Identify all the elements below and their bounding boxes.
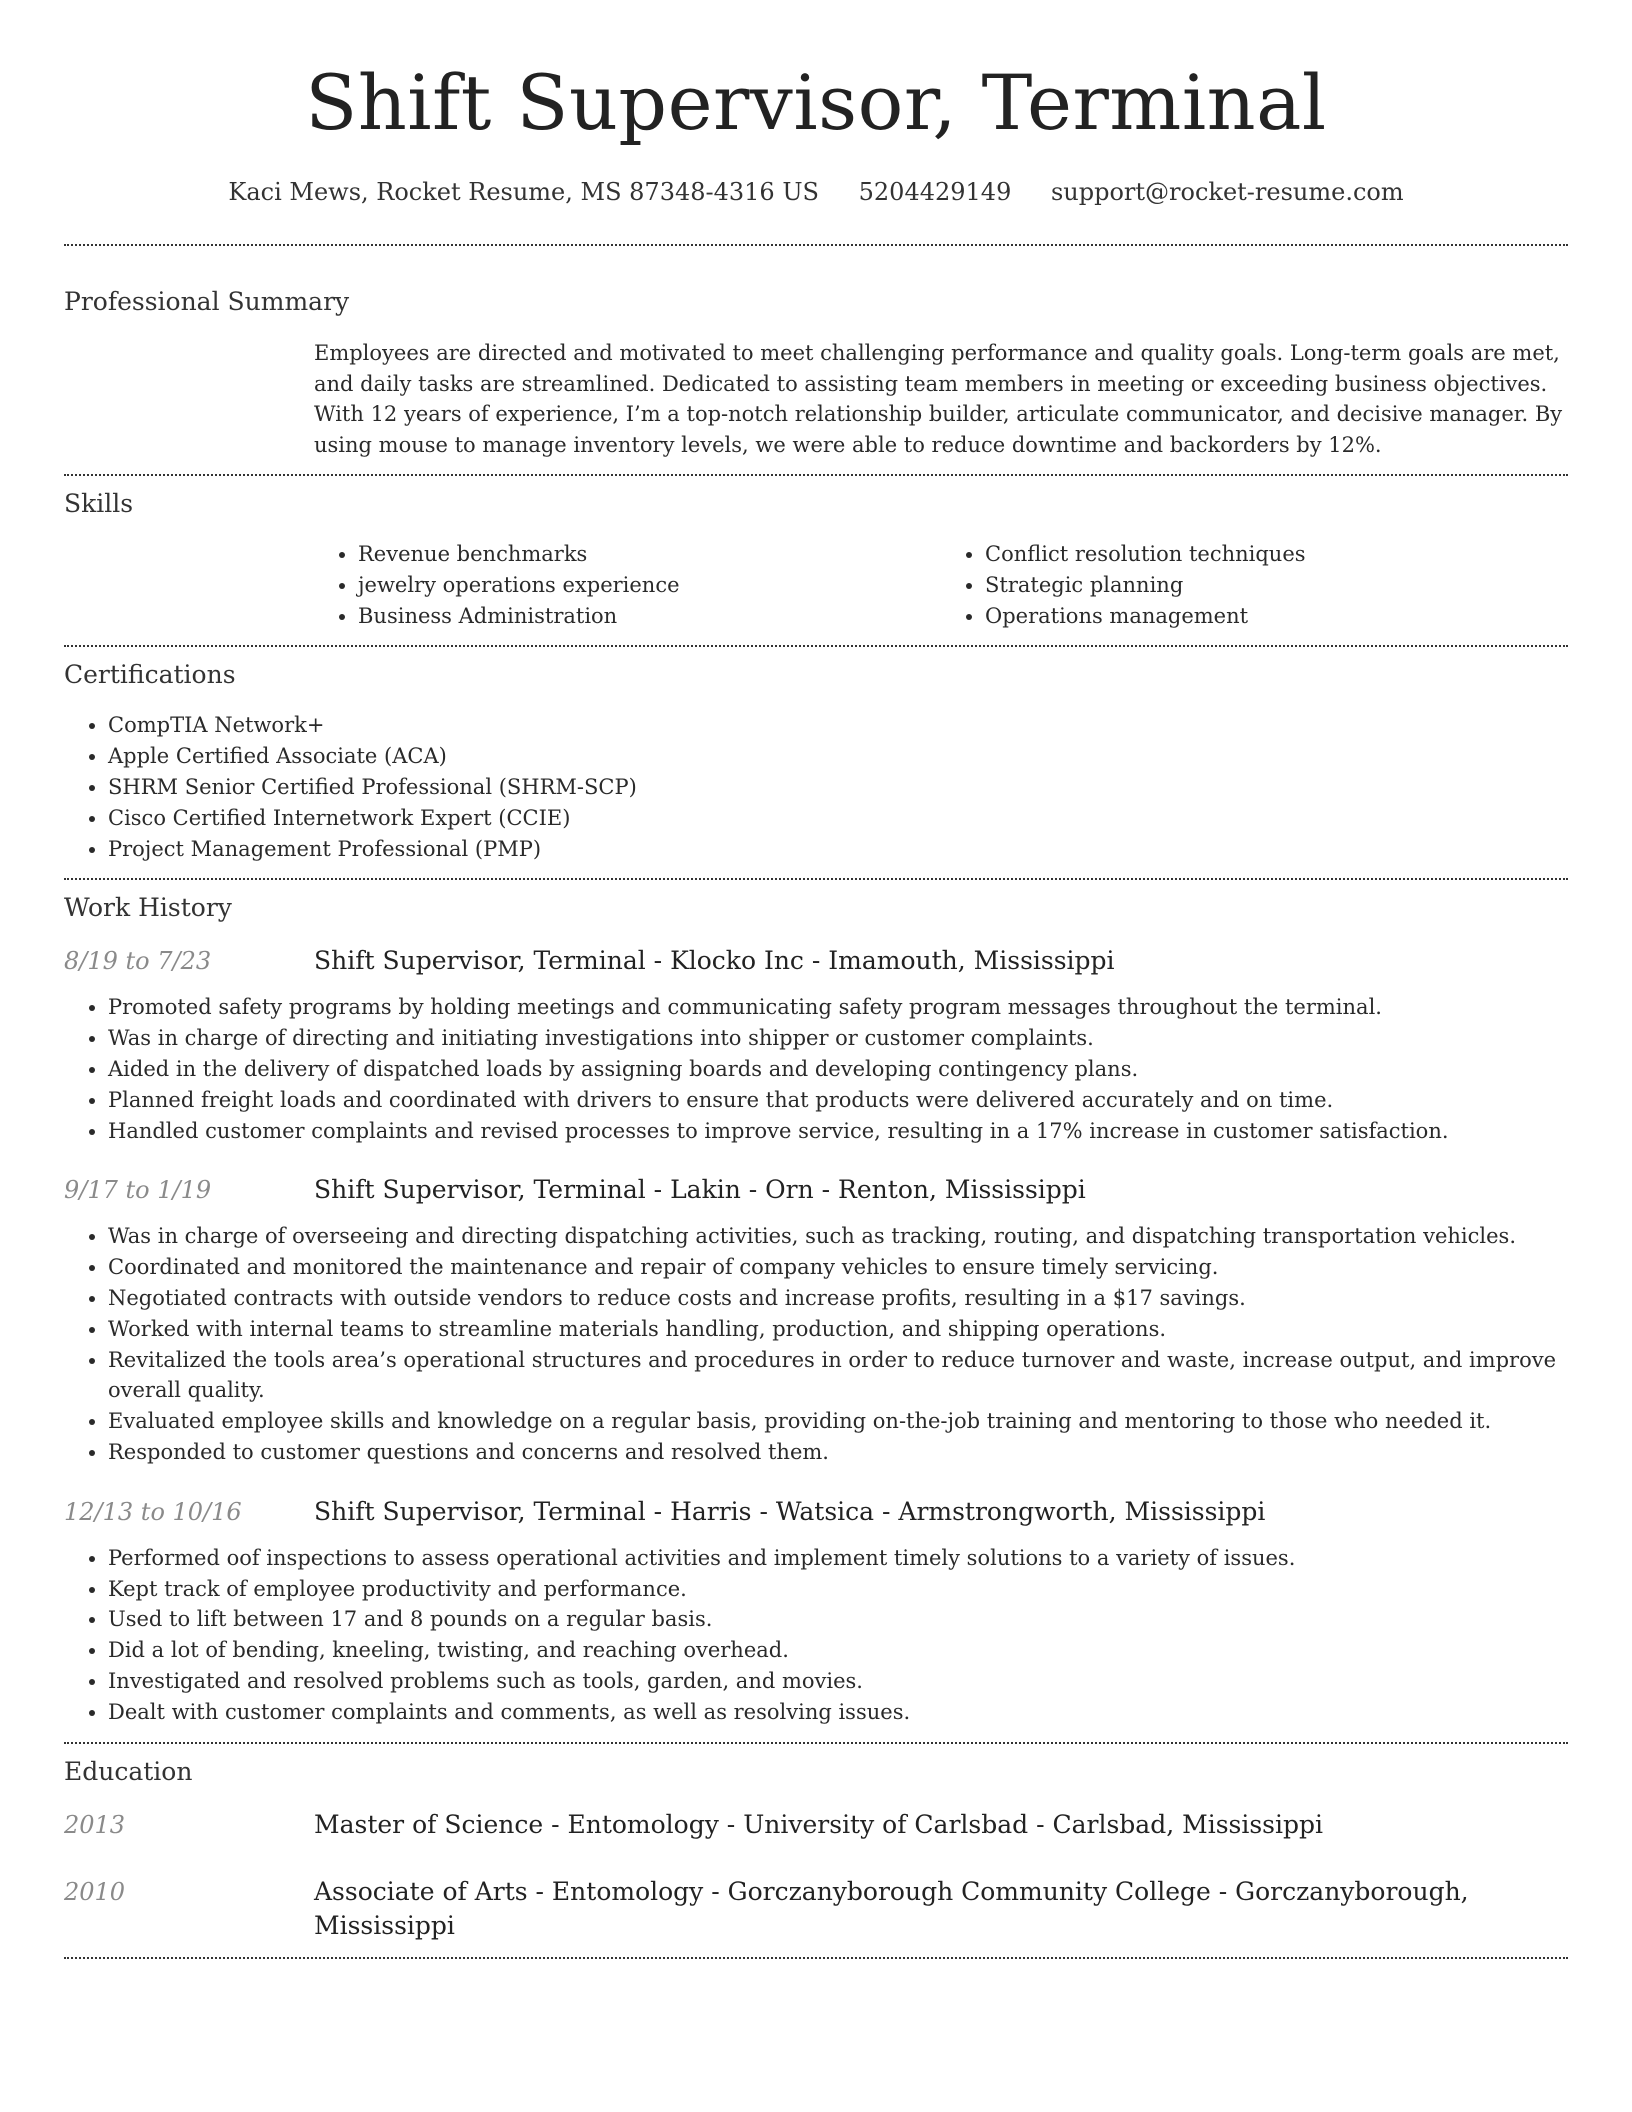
- education-year: 2010: [64, 1877, 126, 1906]
- list-item: • Did a lot of bending, kneeling, twisting, and reaching overhead.: [108, 1635, 1568, 1666]
- section-divider: [64, 1957, 1568, 1959]
- list-item: • Revenue benchmarks: [358, 539, 941, 570]
- list-item: • Aided in the delivery of dispatched loads by assigning boards and developing contingency plans.: [108, 1054, 1568, 1085]
- summary-text: Employees are directed and motivated to meet challenging performance and quality goals. Long-term goals are met, and daily tasks are streamlined. Dedicated to assisting team members in meeting or exceeding business objectives. With 12 years of experience, I’m a top-notch relationship builder, articulate communicator, and decisive manager. By using mouse to manage inventory levels, we were able to reduce downtime and backorders by 12%.: [314, 341, 1563, 457]
- education-year: 2013: [64, 1810, 126, 1839]
- skills-list-left: [314, 539, 941, 631]
- list-item: • Kept track of employee productivity and performance.: [108, 1574, 1568, 1605]
- list-item: • SHRM Senior Certified Professional (SHRM-SCP): [108, 772, 1568, 803]
- work-history-heading: Work History: [64, 893, 232, 923]
- list-item: • Promoted safety programs by holding meetings and communicating safety program messages throughout the terminal.: [108, 992, 1568, 1023]
- job-title: Shift Supervisor, Terminal - Lakin - Orn - Renton, Mississippi: [314, 1175, 1086, 1205]
- contact-address: Kaci Mews, Rocket Resume, MS 87348-4316 US: [228, 178, 819, 206]
- job-entry: [64, 944, 1568, 1146]
- list-item: • Strategic planning: [985, 570, 1568, 601]
- certifications-heading: Certifications: [64, 660, 236, 690]
- list-item: • Worked with internal teams to streamline materials handling, production, and shipping operations.: [108, 1314, 1568, 1345]
- education-degree: Associate of Arts - Entomology - Gorczanyborough Community College - Gorczanyborough, Mississippi: [314, 1876, 1469, 1940]
- education-degree: Master of Science - Entomology - University of Carlsbad - Carlsbad, Mississippi: [314, 1809, 1324, 1839]
- job-title: Shift Supervisor, Terminal - Harris - Watsica - Armstrongworth, Mississippi: [314, 1496, 1266, 1526]
- list-item: • Apple Certified Associate (ACA): [108, 741, 1568, 772]
- contact-line: [64, 176, 1568, 208]
- list-item: • Cisco Certified Internetwork Expert (CCIE): [108, 803, 1568, 834]
- education-entry: [64, 1808, 1568, 1842]
- list-item: • Project Management Professional (PMP): [108, 834, 1568, 865]
- section-divider: [64, 474, 1568, 476]
- summary-section: [64, 285, 1568, 460]
- education-heading: Education: [64, 1756, 193, 1786]
- work-history-section: [64, 891, 1568, 1727]
- skills-section: [64, 487, 1568, 631]
- list-item: • Negotiated contracts with outside vendors to reduce costs and increase profits, resulting in a $17 savings.: [108, 1283, 1568, 1314]
- list-item: • CompTIA Network+: [108, 710, 1568, 741]
- certifications-list: [64, 710, 1568, 864]
- job-dates: 8/19 to 7/23: [64, 947, 212, 976]
- list-item: • Investigated and resolved problems such as tools, garden, and movies.: [108, 1666, 1568, 1697]
- list-item: • Operations management: [985, 601, 1568, 632]
- list-item: • Used to lift between 17 and 8 pounds on a regular basis.: [108, 1604, 1568, 1635]
- job-header: [64, 944, 1568, 978]
- list-item: • Coordinated and monitored the maintenance and repair of company vehicles to ensure timely servicing.: [108, 1252, 1568, 1283]
- list-item: • jewelry operations experience: [358, 570, 941, 601]
- skills-list-right: [941, 539, 1568, 631]
- list-item: • Was in charge of directing and initiating investigations into shipper or customer complaints.: [108, 1023, 1568, 1054]
- list-item: • Planned freight loads and coordinated with drivers to ensure that products were delivered accurately and on time.: [108, 1085, 1568, 1116]
- summary-heading: Professional Summary: [64, 287, 350, 316]
- skills-grid: [314, 539, 1568, 631]
- job-title: Shift Supervisor, Terminal - Klocko Inc - Imamouth, Mississippi: [314, 946, 1115, 976]
- job-header: [64, 1495, 1568, 1529]
- job-header: [64, 1173, 1568, 1207]
- list-item: • Dealt with customer complaints and comments, as well as resolving issues.: [108, 1697, 1568, 1728]
- section-divider: [64, 878, 1568, 880]
- certifications-section: [64, 658, 1568, 864]
- list-item: • Performed oof inspections to assess operational activities and implement timely solutions to a variety of issues.: [108, 1543, 1568, 1574]
- resume-title: Shift Supervisor, Terminal: [305, 58, 1327, 147]
- list-item: • Business Administration: [358, 601, 941, 632]
- job-bullets: [64, 1221, 1568, 1467]
- contact-phone: 5204429149: [858, 178, 1012, 206]
- list-item: • Conflict resolution techniques: [985, 539, 1568, 570]
- list-item: • Was in charge of overseeing and directing dispatching activities, such as tracking, routing, and dispatching transportation vehicles.: [108, 1221, 1568, 1252]
- education-section: [64, 1755, 1568, 1943]
- job-dates: 9/17 to 1/19: [64, 1176, 212, 1205]
- resume-page: [64, 0, 1568, 1959]
- job-entry: [64, 1173, 1568, 1467]
- section-divider: [64, 244, 1568, 246]
- education-entry: [64, 1875, 1568, 1943]
- list-item: • Revitalized the tools area’s operational structures and procedures in order to reduce turnover and waste, increase output, and improve overall quality.: [108, 1345, 1568, 1407]
- job-bullets: [64, 992, 1568, 1146]
- list-item: • Responded to customer questions and concerns and resolved them.: [108, 1437, 1568, 1468]
- job-bullets: [64, 1543, 1568, 1728]
- job-dates: 12/13 to 10/16: [64, 1497, 242, 1526]
- contact-email: support@rocket-resume.com: [1050, 178, 1404, 206]
- section-divider: [64, 645, 1568, 647]
- list-item: • Handled customer complaints and revised processes to improve service, resulting in a 17% increase in customer satisfaction.: [108, 1116, 1568, 1147]
- section-divider: [64, 1742, 1568, 1744]
- job-entry: [64, 1495, 1568, 1728]
- list-item: • Evaluated employee skills and knowledge on a regular basis, providing on-the-job training and mentoring to those who needed it.: [108, 1406, 1568, 1437]
- skills-heading: Skills: [64, 489, 134, 518]
